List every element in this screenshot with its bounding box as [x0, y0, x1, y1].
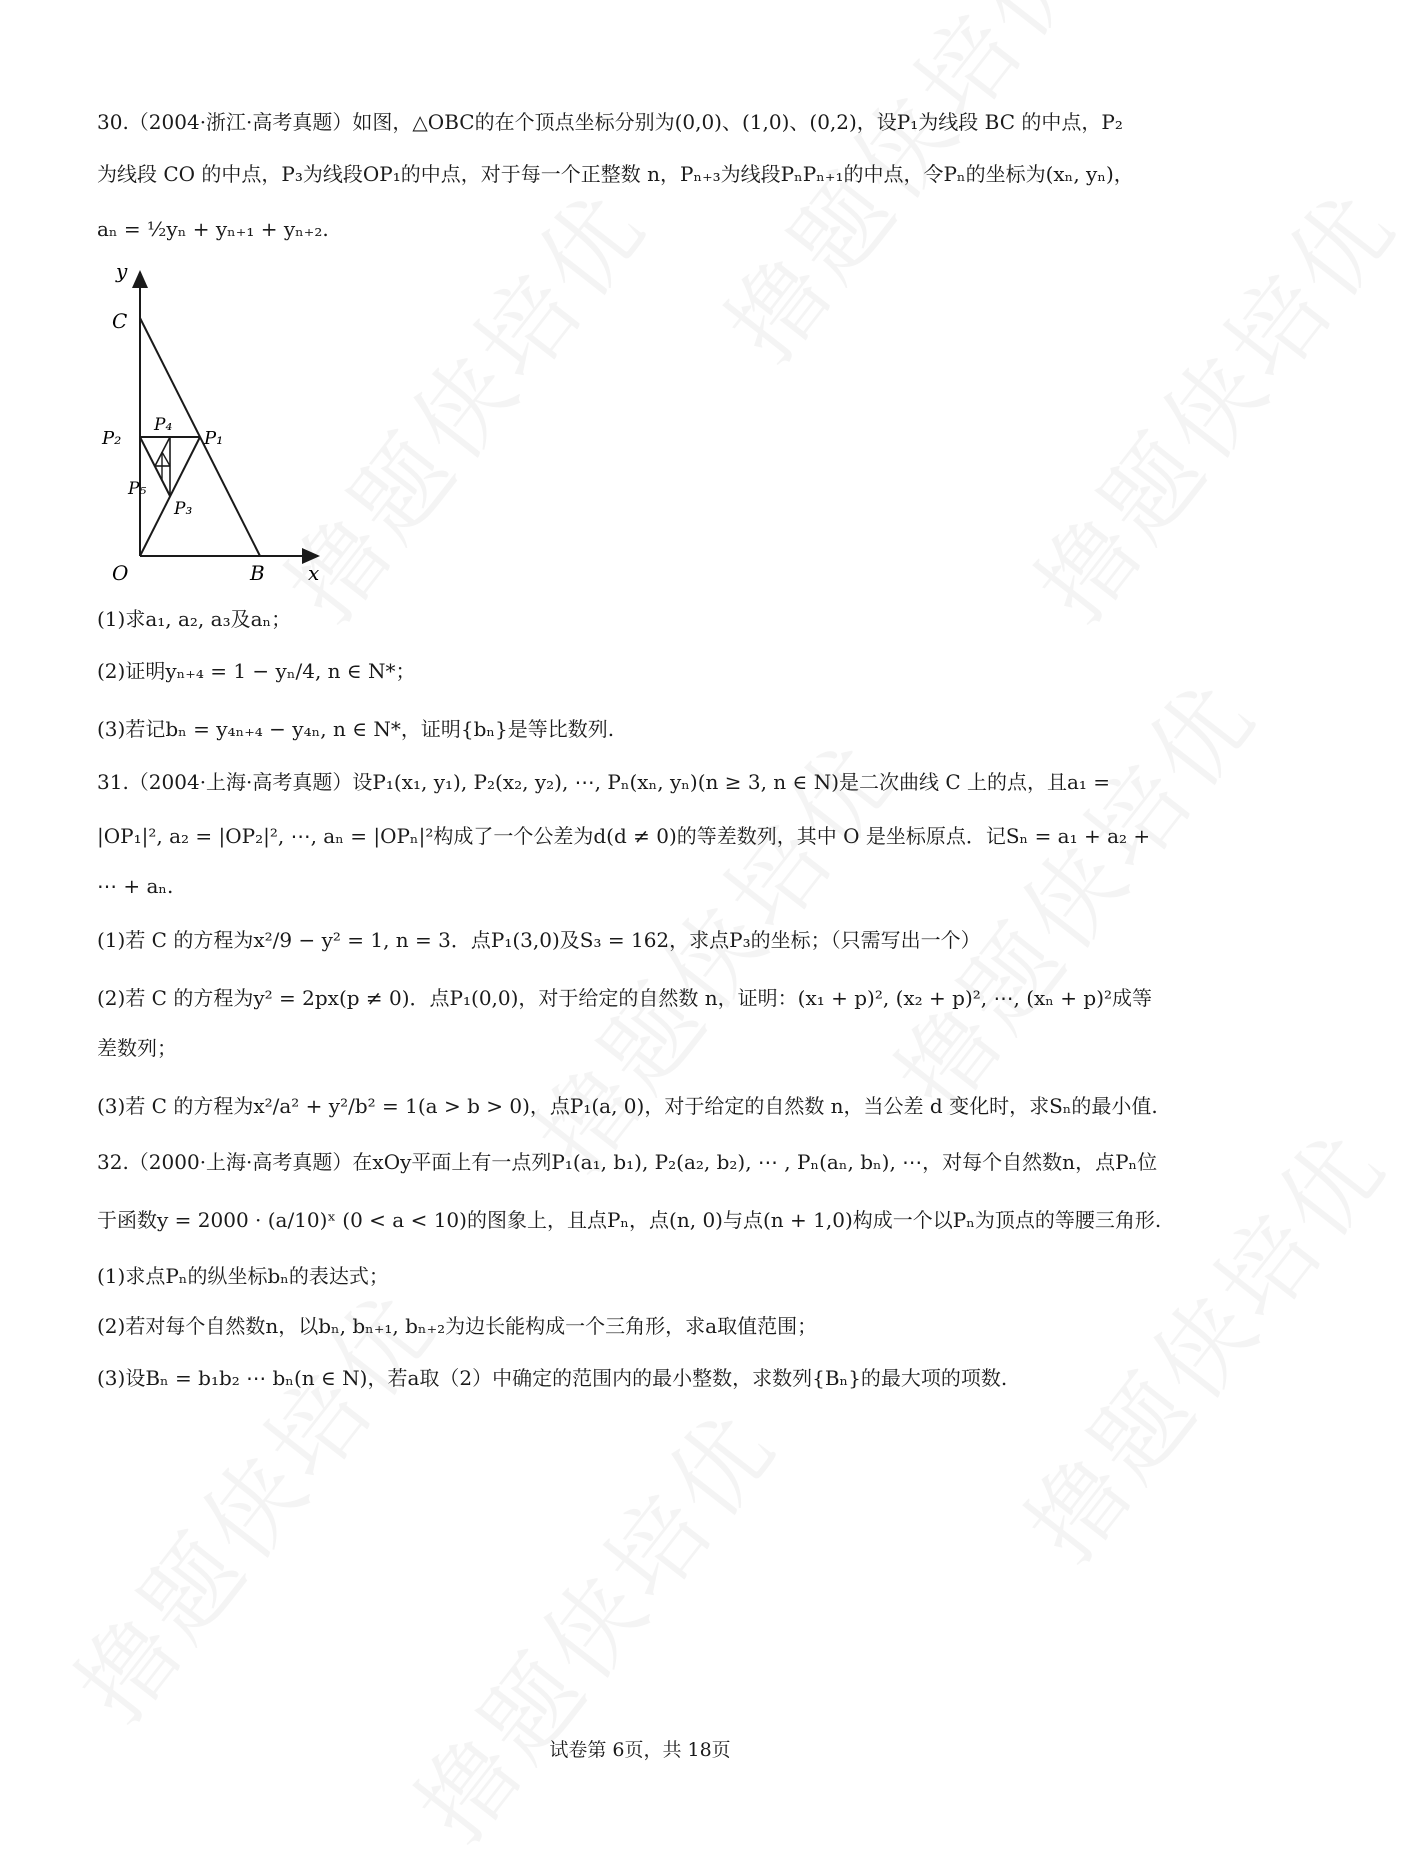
problem-30-part-2: (2)证明yₙ₊₄ = 1 − yₙ/4, n ∈ N*； [97, 659, 416, 683]
problem-32-line-1: 32.（2000·上海·高考真题）在xOy平面上有一点列P₁(a₁, b₁), P₂(a₂, b₂), ⋯ , Pₙ(aₙ, bₙ), ⋯，对每个自然数n，点Pₙ位 [97, 1150, 1158, 1174]
label-p2: P₂ [102, 428, 122, 449]
problem-31-part-1: (1)若 C 的方程为x²/9 − y² = 1, n = 3．点P₁(3,0)及S₃ = 162，求点P₃的坐标；（只需写出一个） [97, 928, 981, 952]
watermark [860, 648, 1282, 1134]
problem-31-part-3: (3)若 C 的方程为x²/a² + y²/b² = 1(a > b > 0)，点P₁(a, 0)，对于给定的自然数 n，当公差 d 变化时，求Sₙ的最小值. [97, 1094, 1158, 1118]
label-c: C [112, 309, 128, 333]
label-o: O [112, 561, 129, 585]
problem-32-part-1: (1)求点Pₙ的纵坐标bₙ的表达式； [97, 1264, 389, 1288]
problem-32-part-2: (2)若对每个自然数n，以bₙ, bₙ₊₁, bₙ₊₂为边长能构成一个三角形，求a取值范围； [97, 1314, 818, 1338]
triangle-diagram [102, 258, 338, 588]
label-p4: P₄ [154, 415, 173, 435]
triangle-figure [102, 258, 338, 588]
problem-30-part-1: (1)求a₁, a₂, a₃及aₙ； [97, 607, 292, 631]
problem-30-line-3: aₙ = ½yₙ + yₙ₊₁ + yₙ₊₂. [97, 217, 329, 241]
problem-30-line-1: 30.（2004·浙江·高考真题）如图，△OBC的在个顶点坐标分别为(0,0)、(1,0)、(0,2)，设P₁为线段 BC 的中点，P₂ [97, 110, 1123, 134]
segment-inner-2 [162, 452, 170, 466]
label-b: B [250, 561, 265, 585]
problem-32-part-3: (3)设Bₙ = b₁b₂ ⋯ bₙ(n ∈ N)，若a取（2）中确定的范围内的最小整数，求数列{Bₙ}的最大项的项数. [97, 1366, 1008, 1390]
watermark [1000, 158, 1422, 644]
problem-31-line-2: |OP₁|², a₂ = |OP₂|², ⋯, aₙ = |OPₙ|²构成了一个公差为d(d ≠ 0)的等差数列，其中 O 是坐标原点．记Sₙ = a₁ + a₂ + [97, 824, 1151, 848]
label-p1: P₁ [204, 428, 224, 449]
watermark [690, 0, 1112, 384]
problem-31-part-2: (2)若 C 的方程为y² = 2px(p ≠ 0)．点P₁(0,0)，对于给定的自然数 n，证明：(x₁ + p)², (x₂ + p)², ⋯, (xₙ + p)²成等 [97, 986, 1153, 1010]
problem-31-line-1: 31.（2004·上海·高考真题）设P₁(x₁, y₁), P₂(x₂, y₂), ⋯, Pₙ(xₙ, yₙ)(n ≥ 3, n ∈ N)是二次曲线 C 上的点，且a₁ = [97, 770, 1111, 794]
problem-32-line-2: 于函数y = 2000 · (a/10)ˣ (0 < a < 10)的图象上，且点Pₙ，点(n, 0)与点(n + 1,0)构成一个以Pₙ为顶点的等腰三角形. [97, 1208, 1162, 1232]
problem-30-part-3: (3)若记bₙ = y₄ₙ₊₄ − y₄ₙ, n ∈ N*，证明{bₙ}是等比数列. [97, 717, 615, 741]
problem-31-part-2-cont: 差数列； [97, 1036, 177, 1060]
watermark [380, 1378, 802, 1864]
page-footer: 试卷第 6页，共 18页 [549, 1739, 731, 1761]
problem-31-line-3: ⋯ + aₙ. [97, 874, 174, 898]
label-p5: P₅ [128, 479, 147, 499]
problem-30-line-2: 为线段 CO 的中点，P₃为线段OP₁的中点，对于每一个正整数 n，Pₙ₊₃为线段PₙPₙ₊₁的中点，令Pₙ的坐标为(xₙ, yₙ)， [97, 162, 1134, 186]
label-axis-y: y [116, 259, 128, 283]
label-axis-x: x [308, 561, 320, 585]
label-p3: P₃ [174, 499, 193, 519]
